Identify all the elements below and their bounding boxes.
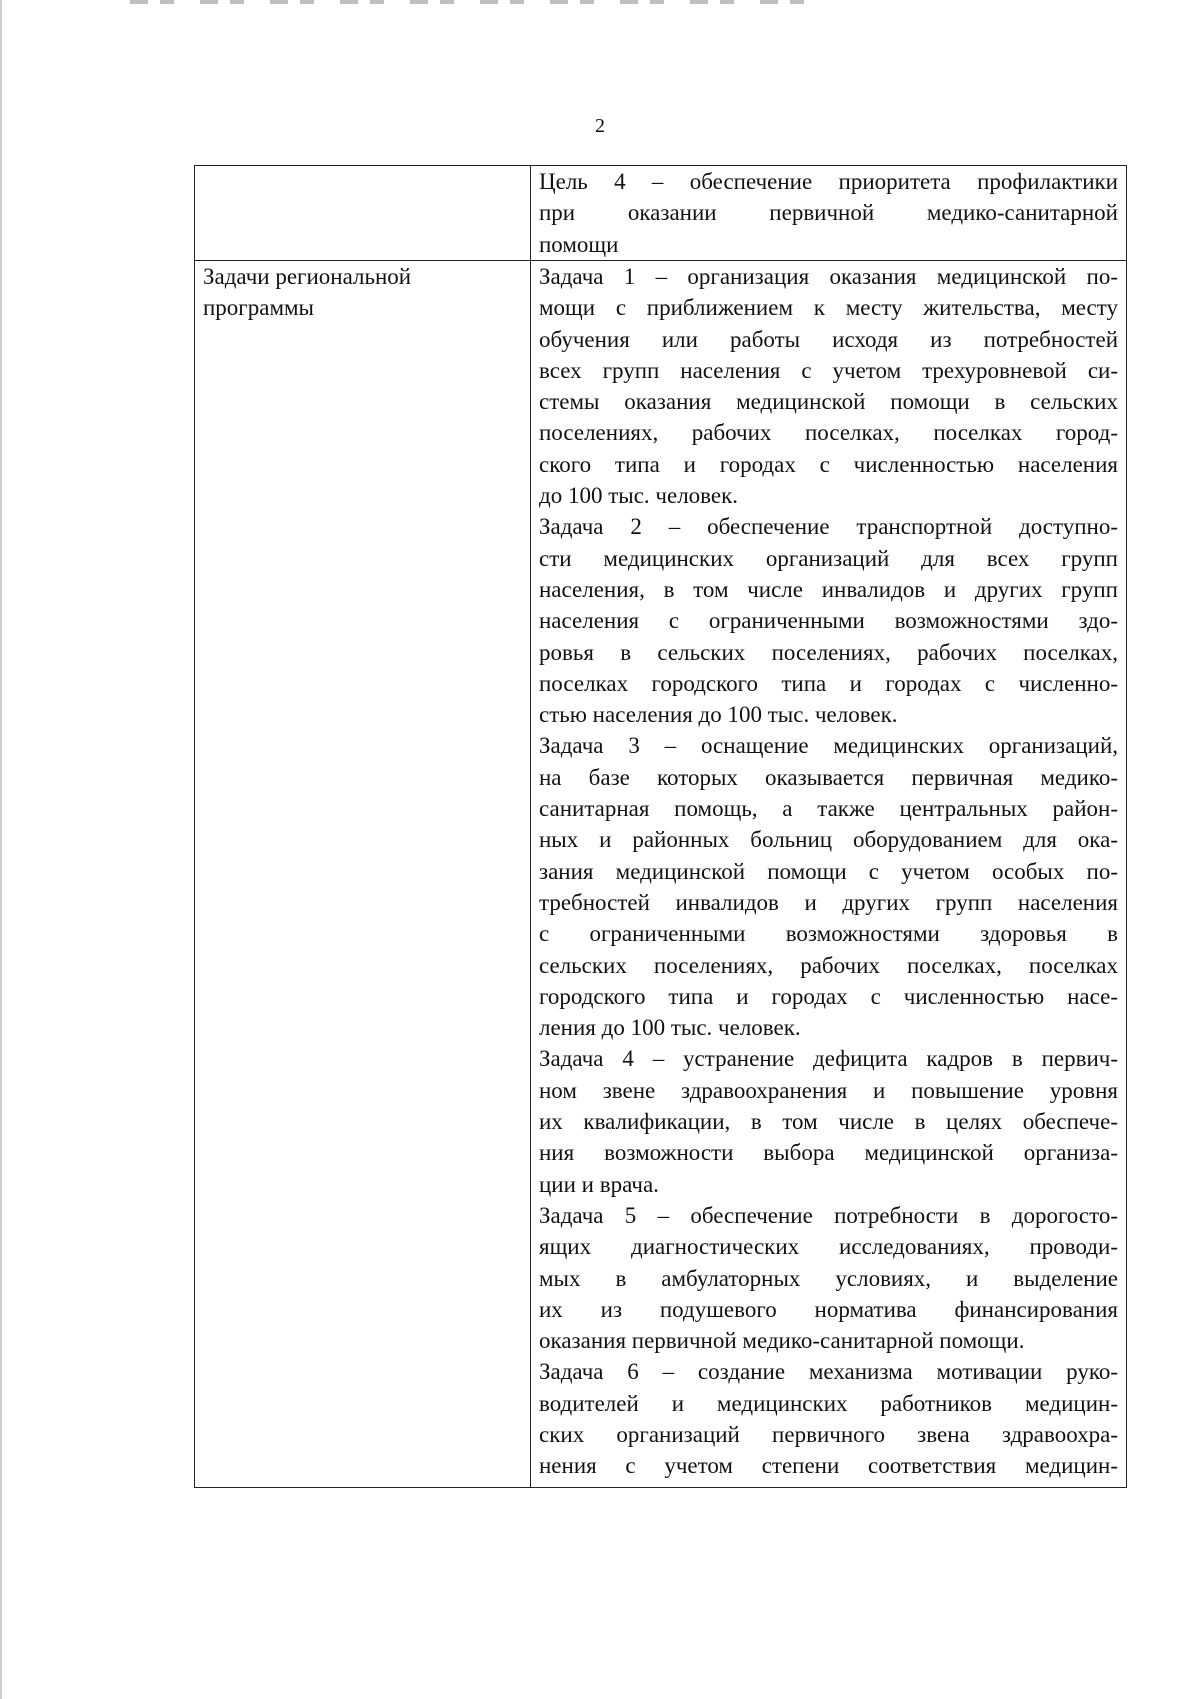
text-line: ции и врача. xyxy=(539,1171,659,1197)
text-line: мых в амбулаторных условиях, и выделение xyxy=(539,1265,1118,1291)
content-paragraph xyxy=(539,1043,1118,1199)
text-line: мощи с приближением к месту жительства, месту xyxy=(539,295,1118,321)
text-line: оказания первичной медико-санитарной помощи. xyxy=(539,1328,1025,1354)
content-paragraph xyxy=(539,261,1118,511)
text-line: Задача 1 – организация оказания медицинской по- xyxy=(539,264,1118,289)
content-paragraph xyxy=(539,166,1118,260)
text-line: ских организаций первичного звена здравоохра- xyxy=(539,1421,1118,1447)
text-line: населения с ограниченными возможностями здо- xyxy=(539,608,1118,634)
text-line: ровья в сельских поселениях, рабочих поселках, xyxy=(539,639,1118,665)
table-cell-label xyxy=(195,261,531,1488)
text-line: ящих диагностических исследованиях, проводи- xyxy=(539,1234,1118,1260)
text-line: всех групп населения с учетом трехуровневой си- xyxy=(539,357,1118,383)
text-line: требностей инвалидов и других групп населения xyxy=(539,889,1118,915)
text-line: поселениях, рабочих поселках, поселках город- xyxy=(539,420,1118,446)
text-line: обучения или работы исходя из потребностей xyxy=(539,326,1118,352)
text-line: Задача 2 – обеспечение транспортной доступно- xyxy=(539,514,1118,540)
text-line: ных и районных больниц оборудованием для ока- xyxy=(539,827,1118,853)
text-line: Задача 3 – оснащение медицинских организаций, xyxy=(539,733,1118,759)
text-line: Цель 4 – обеспечение приоритета профилактики xyxy=(539,169,1118,194)
text-line: ления до 100 тыс. человек. xyxy=(539,1015,801,1041)
text-line: сельских поселениях, рабочих поселках, поселках xyxy=(539,952,1118,978)
content-paragraph xyxy=(539,730,1118,1043)
text-line: ния возможности выбора медицинской организа- xyxy=(539,1140,1118,1166)
text-line: поселках городского типа и городах с численно- xyxy=(539,670,1118,696)
table-cell-content xyxy=(531,261,1127,1488)
text-line: Задача 6 – создание механизма мотивации руко- xyxy=(539,1359,1118,1385)
text-line: до 100 тыс. человек. xyxy=(539,483,739,509)
table-cell-label xyxy=(195,166,531,261)
text-line: на базе которых оказывается первичная медико- xyxy=(539,764,1118,790)
table-row xyxy=(195,166,1127,261)
text-line: помощи xyxy=(539,231,619,257)
text-line: стемы оказания медицинской помощи в сельских xyxy=(539,389,1118,415)
text-line: ского типа и городах с численностью населения xyxy=(539,451,1118,477)
text-line: населения, в том числе инвалидов и других групп xyxy=(539,576,1118,602)
text-line: Задача 4 – устранение дефицита кадров в первич- xyxy=(539,1046,1118,1072)
text-line: санитарная помощь, а также центральных район- xyxy=(539,796,1118,822)
document-table xyxy=(194,165,1127,1488)
text-line: сти медицинских организаций для всех групп xyxy=(539,545,1118,571)
text-line: нения с учетом степени соответствия медицин- xyxy=(539,1453,1118,1479)
table-cell-content xyxy=(531,166,1127,261)
content-paragraph xyxy=(539,511,1118,730)
scan-edge xyxy=(0,0,2,1699)
page-number: 2 xyxy=(595,115,605,137)
text-line: Задача 5 – обеспечение потребности в дорогосто- xyxy=(539,1202,1118,1228)
text-line: с ограниченными возможностями здоровья в xyxy=(539,921,1118,947)
text-line: ном звене здравоохранения и повышение уровня xyxy=(539,1077,1118,1103)
text-line: водителей и медицинских работников медицин- xyxy=(539,1390,1118,1416)
text-line: городского типа и городах с численностью насе- xyxy=(539,983,1118,1009)
text-line: при оказании первичной медико-санитарной xyxy=(539,200,1118,226)
text-line: их из подушевого норматива финансирования xyxy=(539,1296,1118,1322)
text-line: их квалификации, в том числе в целях обеспече- xyxy=(539,1109,1118,1135)
text-line: зания медицинской помощи с учетом особых по- xyxy=(539,858,1118,884)
text-line: стью населения до 100 тыс. человек. xyxy=(539,702,898,728)
content-paragraph xyxy=(539,1200,1118,1356)
content-paragraph xyxy=(539,1356,1118,1481)
scan-top-marks xyxy=(130,0,810,4)
table-row xyxy=(195,261,1127,1488)
row-label: Задачи региональной программы xyxy=(203,264,412,321)
